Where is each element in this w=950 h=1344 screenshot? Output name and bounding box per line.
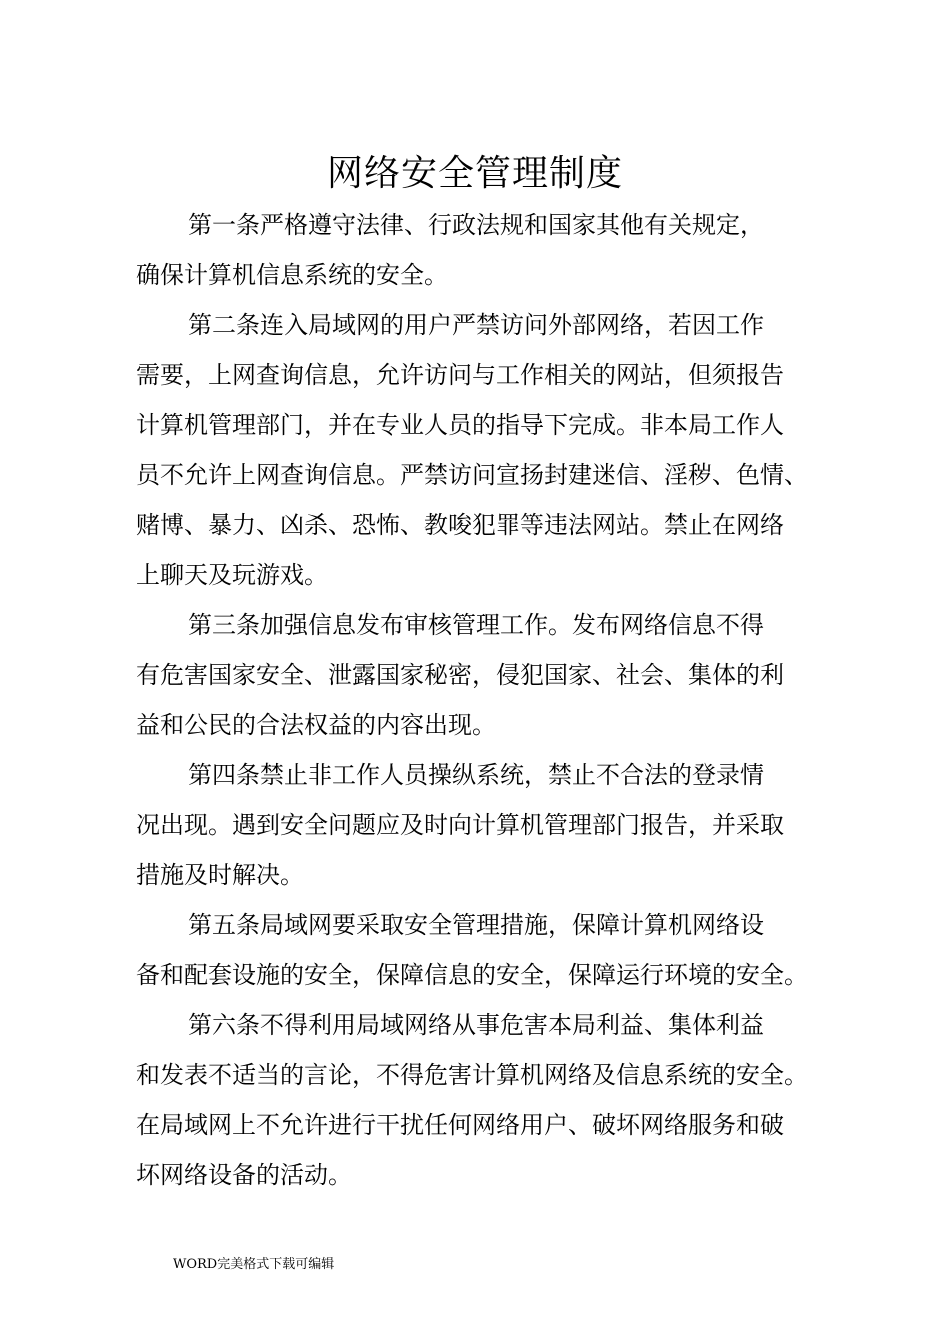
article-line: 和发表不适当的言论，不得危害计算机网络及信息系统的安全。 (136, 1061, 808, 1089)
article-5 (136, 900, 856, 1000)
article-line: 备和配套设施的安全，保障信息的安全，保障运行环境的安全。 (136, 961, 808, 989)
article-line: 第五条局域网要采取安全管理措施，保障计算机网络设 (188, 911, 764, 939)
article-line: 赌博、暴力、凶杀、恐怖、教唆犯罪等违法网站。禁止在网络 (136, 511, 784, 539)
article-line: 第二条连入局域网的用户严禁访问外部网络，若因工作 (188, 311, 764, 339)
article-line: 需要，上网查询信息，允许访问与工作相关的网站，但须报告 (136, 361, 784, 389)
article-line: 第六条不得利用局域网络从事危害本局利益、集体利益 (188, 1011, 764, 1039)
article-line: 措施及时解决。 (136, 861, 304, 889)
article-line: 第一条严格遵守法律、行政法规和国家其他有关规定， (188, 211, 764, 239)
article-line: 在局域网上不允许进行干扰任何网络用户、破坏网络服务和破 (136, 1111, 784, 1139)
document-body (136, 200, 856, 1200)
article-line: 确保计算机信息系统的安全。 (136, 261, 448, 289)
article-6 (136, 1000, 856, 1200)
article-line: 上聊天及玩游戏。 (136, 561, 328, 589)
article-2 (136, 300, 856, 600)
document-title: 网络安全管理制度 (326, 153, 623, 194)
article-1 (136, 200, 856, 300)
article-line: 第三条加强信息发布审核管理工作。发布网络信息不得 (188, 611, 764, 639)
article-4 (136, 750, 856, 900)
article-line: 坏网络设备的活动。 (136, 1161, 352, 1189)
article-line: 计算机管理部门，并在专业人员的指导下完成。非本局工作人 (136, 411, 784, 439)
article-line: 第四条禁止非工作人员操纵系统，禁止不合法的登录情 (188, 761, 764, 789)
article-line: 益和公民的合法权益的内容出现。 (136, 711, 496, 739)
page-footer: WORD完美格式下载可编辑 (173, 1257, 335, 1272)
article-line: 有危害国家安全、泄露国家秘密，侵犯国家、社会、集体的利 (136, 661, 784, 689)
article-line: 员不允许上网查询信息。严禁访问宣扬封建迷信、淫秽、色情、 (136, 461, 808, 489)
article-3 (136, 600, 856, 750)
article-line: 况出现。遇到安全问题应及时向计算机管理部门报告，并采取 (136, 811, 784, 839)
